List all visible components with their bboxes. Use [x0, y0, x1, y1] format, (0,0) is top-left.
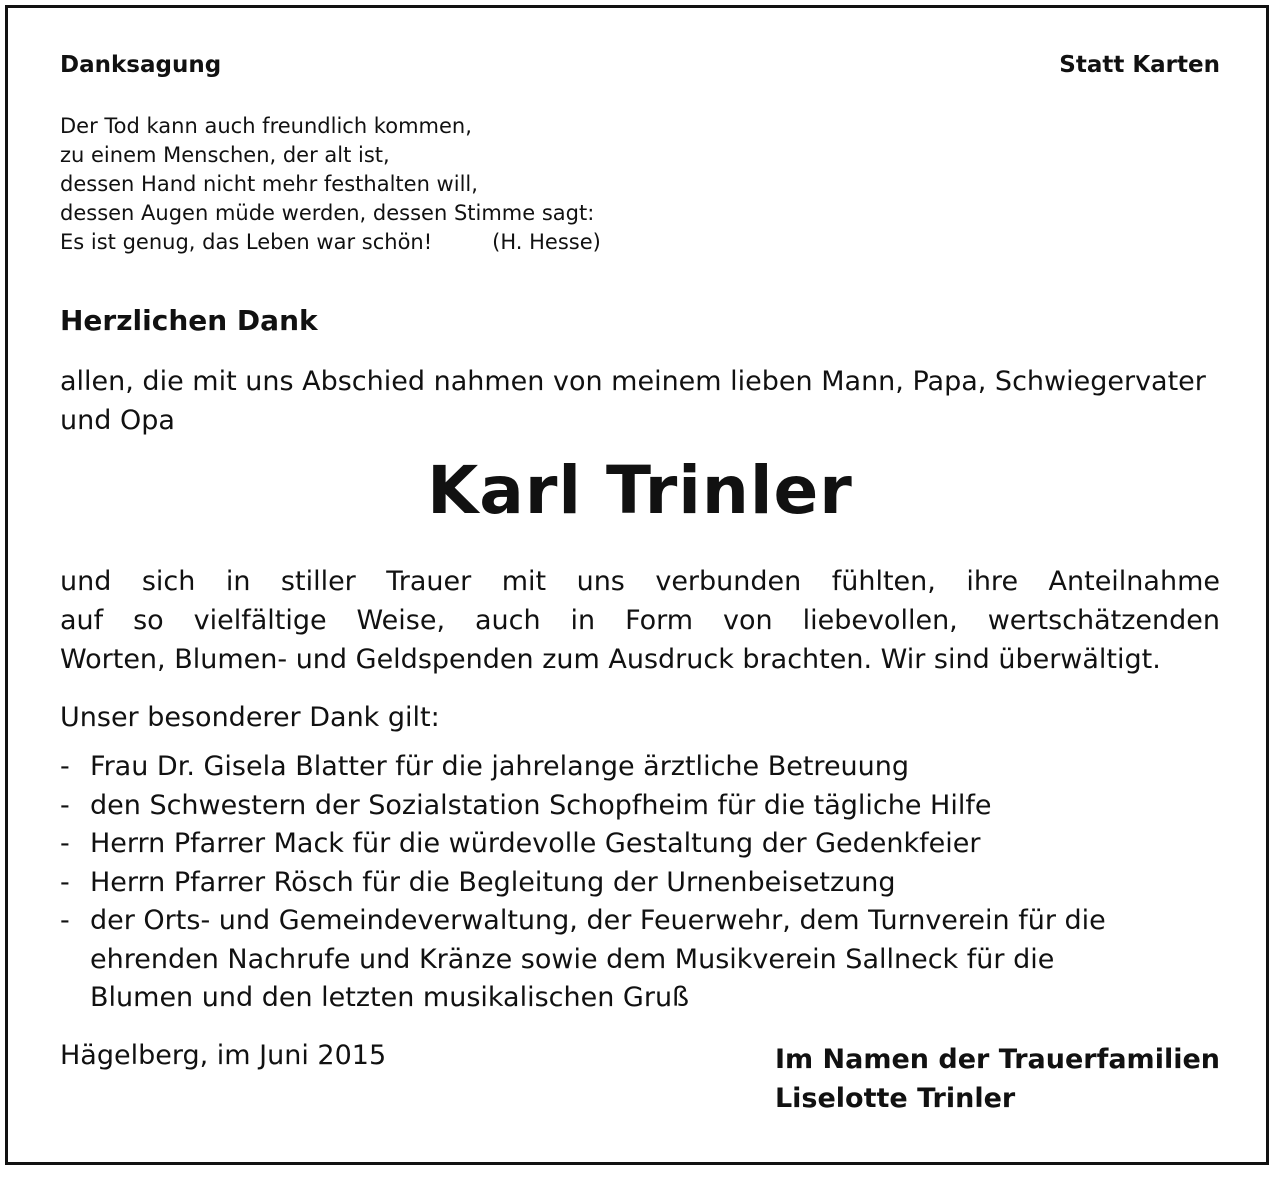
statt-karten-label: Statt Karten [1059, 52, 1220, 78]
list-item-text: Blumen und den letzten musikalischen Gruß [90, 982, 690, 1013]
intro-text [60, 362, 1220, 440]
paragraph-line: und sich in stiller Trauer mit uns verbunden fühlten, ihre Anteilnahme [60, 566, 1220, 597]
deceased-name: Karl Trinler [427, 452, 853, 529]
intro-line: allen, die mit uns Abschied nahmen von meinem lieben Mann, Papa, Schwiegervater [60, 366, 1206, 397]
list-item [60, 864, 1220, 903]
thanks-heading: Herzlichen Dank [60, 304, 318, 337]
list-item [60, 825, 1220, 864]
condolence-paragraph [60, 562, 1220, 679]
poem-line: zu einem Menschen, der alt ist, [60, 143, 390, 167]
intro-line: und Opa [60, 405, 175, 436]
signature-line: Im Namen der Trauerfamilien [774, 1044, 1220, 1075]
poem-line: Es ist genug, das Leben war schön! [60, 230, 433, 254]
notice-header [60, 52, 1220, 88]
poem-attribution: (H. Hesse) [492, 230, 601, 254]
place-and-date: Hägelberg, im Juni 2015 [60, 1040, 387, 1071]
poem-line: dessen Augen müde werden, dessen Stimme sagt: [60, 201, 595, 225]
list-item [60, 787, 1220, 826]
list-item-text: Herrn Pfarrer Rösch für die Begleitung der Urnenbeisetzung [90, 866, 896, 898]
list-dash: - [60, 789, 70, 821]
special-thanks-list [60, 748, 1220, 1018]
signature-block [775, 1040, 1220, 1118]
list-item-text: ehrenden Nachrufe und Kränze sowie dem Musikverein Sallneck für die [90, 943, 1055, 975]
poem-line: dessen Hand nicht mehr festhalten will, [60, 172, 478, 196]
list-item-text: Herrn Pfarrer Mack für die würdevolle Gestaltung der Gedenkfeier [90, 828, 981, 859]
list-dash: - [60, 866, 70, 898]
paragraph-line: Worten, Blumen- und Geldspenden zum Ausdruck brachten. Wir sind überwältigt. [60, 644, 1161, 675]
signature-name: Liselotte Trinler [774, 1083, 1016, 1114]
list-dash: - [60, 751, 70, 782]
poem-quote [60, 112, 601, 257]
list-item [60, 748, 1220, 787]
list-dash: - [60, 905, 70, 936]
poem-last-line [60, 228, 601, 257]
notice-type-label: Danksagung [60, 52, 222, 78]
special-thanks-title: Unser besonderer Dank gilt: [60, 702, 440, 733]
list-item-text: der Orts- und Gemeindeverwaltung, der Feuerwehr, dem Turnverein für die [90, 905, 1106, 936]
paragraph-line: auf so vielfältige Weise, auch in Form von liebevollen, wertschätzenden [60, 605, 1220, 636]
list-item [60, 902, 1220, 1018]
list-item-text: Frau Dr. Gisela Blatter für die jahrelange ärztliche Betreuung [90, 751, 910, 782]
list-item-text: den Schwestern der Sozialstation Schopfheim für die tägliche Hilfe [90, 789, 992, 821]
list-dash: - [60, 828, 70, 859]
poem-line: Der Tod kann auch freundlich kommen, [60, 114, 472, 138]
